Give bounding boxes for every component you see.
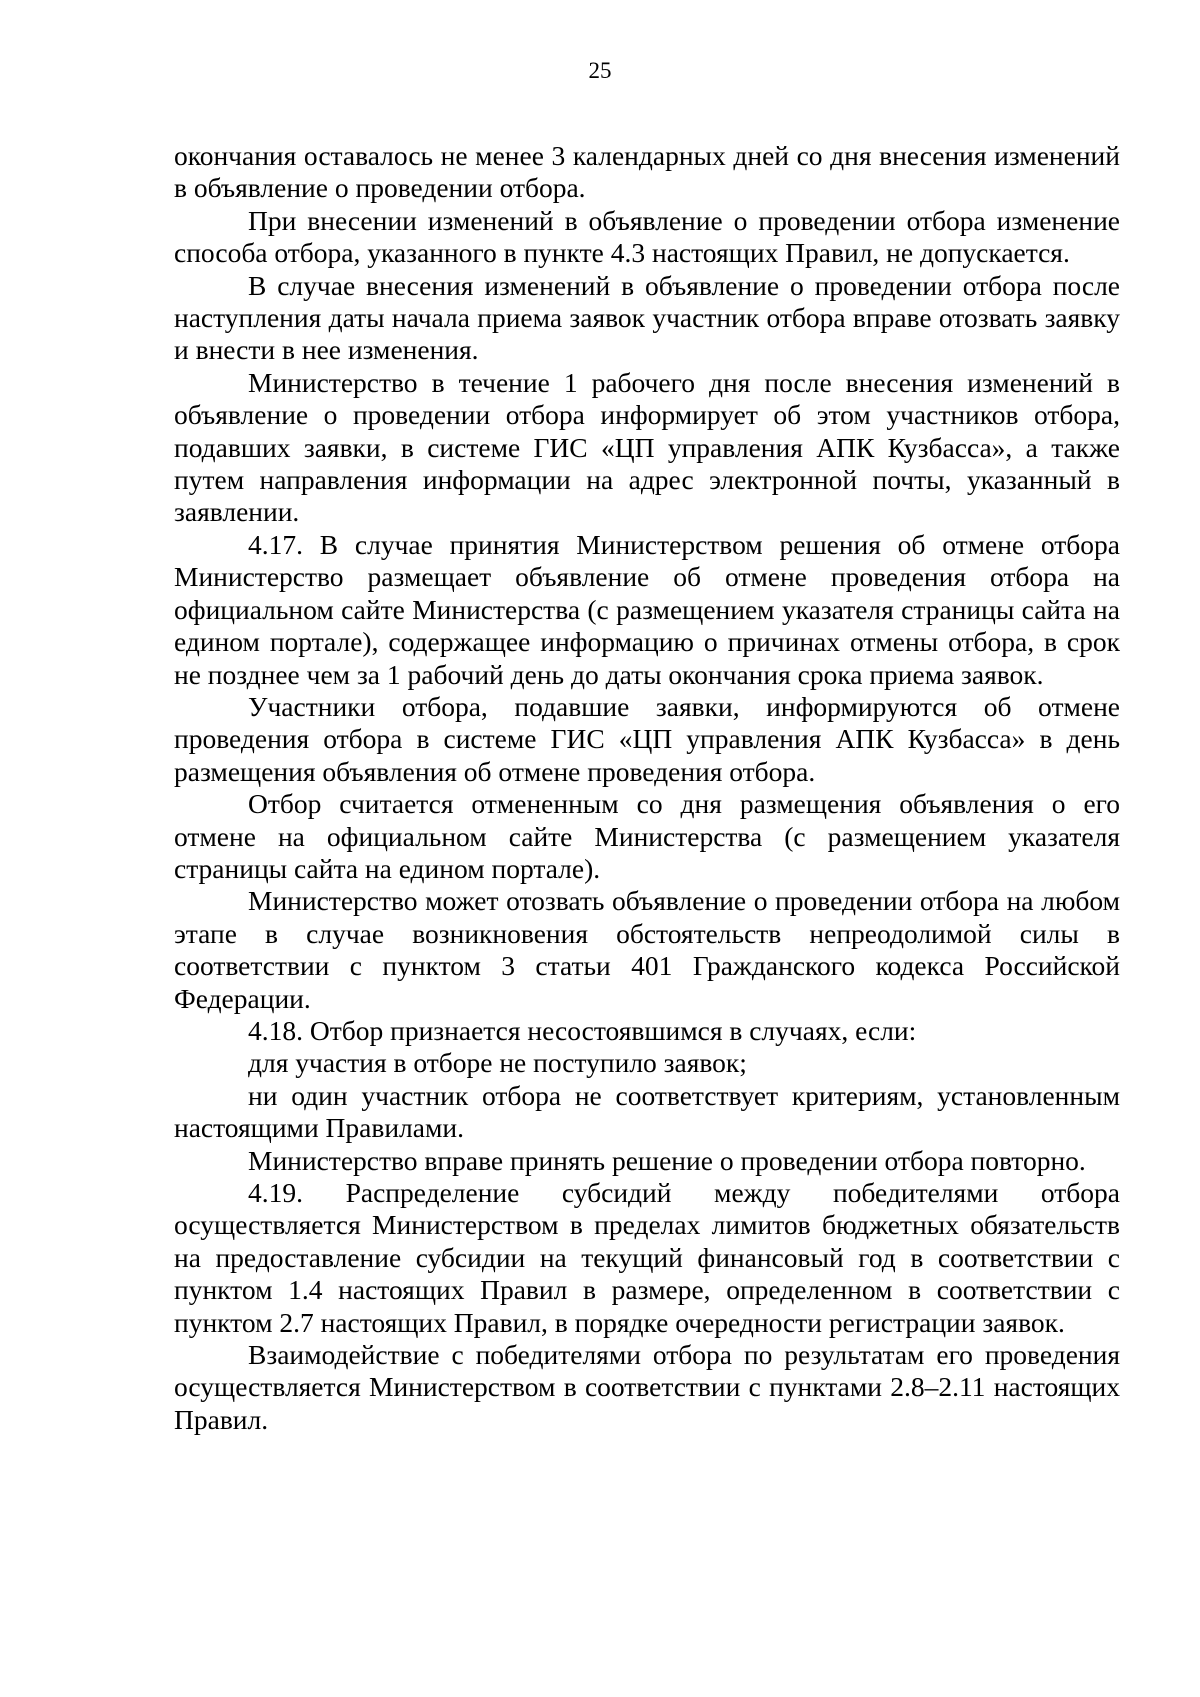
paragraph-withdraw-application: В случае внесения изменений в объявление о проведении отбора после наступления даты начала приема заявок участник отбора вправе отозвать заявку и внести в нее изменения. [174,269,1120,366]
paragraph-interaction-winners: Взаимодействие с победителями отбора по результатам его проведения осуществляется Министерством в соответствии с пунктами 2.8–2.11 настоящих Правил. [174,1339,1120,1435]
paragraph-4-17-cancellation: 4.17. В случае принятия Министерством решения об отмене отбора Министерство размещает объявление об отмене проведения отбора на официальном сайте Министерства (с размещением указателя страницы сайта на едином портале), содержащее информацию о причинах отмены отбора, в срок не позднее чем за 1 рабочий день до даты окончания срока приема заявок. [174,528,1120,690]
paragraph-change-method: При внесении изменений в объявление о проведении отбора изменение способа отбора, указанного в пункте 4.3 настоящих Правил, не допускается. [174,204,1120,269]
paragraph-4-18-failed: 4.18. Отбор признается несостоявшимся в случаях, если: [248,1014,917,1046]
paragraph-continuation: окончания оставалось не менее 3 календарных дней со дня внесения изменений в объявление о проведении отбора. [174,140,1120,204]
paragraph-no-compliant-participant: ни один участник отбора не соответствует критериям, установленным настоящими Правилами. [174,1079,1120,1144]
document-body [174,140,1120,1436]
paragraph-no-applications: для участия в отборе не поступило заявок; [248,1047,747,1079]
paragraph-repeat-selection: Министерство вправе принять решение о проведении отбора повторно. [248,1144,1086,1176]
paragraph-participants-informed: Участники отбора, подавшие заявки, информируются об отмене проведения отбора в системе ГИС «ЦП управления АПК Кузбасса» в день размещения объявления об отмене проведения отбора. [174,690,1120,787]
paragraph-ministry-informs: Министерство в течение 1 рабочего дня после внесения изменений в объявление о проведении отбора информирует об этом участников отбора, подавших заявки, в системе ГИС «ЦП управления АПК Кузбасса», а также путем направления информации на адрес электронной почты, указанный в заявлении. [174,366,1120,528]
paragraph-4-19-distribution: 4.19. Распределение субсидий между победителями отбора осуществляется Министерством в пределах лимитов бюджетных обязательств на предоставление субсидии на текущий финансовый год в соответствии с пунктом 1.4 настоящих Правил в размере, определенном в соответствии с пунктом 2.7 настоящих Правил, в порядке очередности регистрации заявок. [174,1177,1120,1338]
paragraph-selection-cancelled: Отбор считается отмененным со дня размещения объявления о его отмене на официальном сайте Министерства (с размещением указателя страницы сайта на едином портале). [174,788,1120,884]
paragraph-force-majeure: Министерство может отозвать объявление о проведении отбора на любом этапе в случае возникновения обстоятельств непреодолимой силы в соответствии с пунктом 3 статьи 401 Гражданского кодекса Российской Федерации. [174,885,1120,1014]
page-number: 25 [588,58,612,83]
